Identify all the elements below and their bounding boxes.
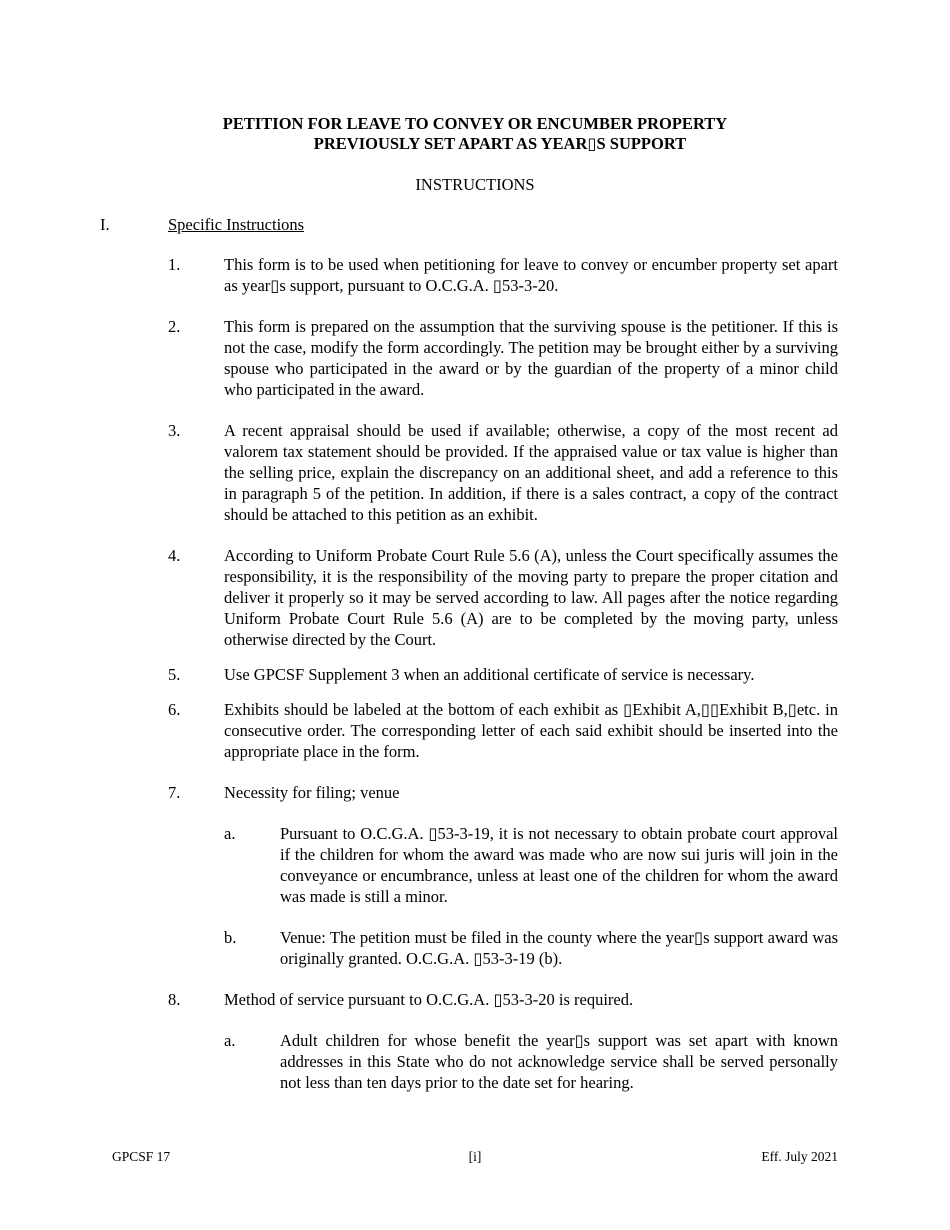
item-text: This form is prepared on the assumption that the surviving spouse is the petitioner. If this is not the case, modify the form accordingly. The petition may be brought either by a surviving spouse who participated in the award or by the guardian of the property of a minor child who participated in the award. [224,317,838,399]
list-item [168,699,838,762]
item-number: 4. [168,546,181,565]
sub-item [224,823,838,907]
sub-item-letter: b. [224,928,237,947]
item-text: This form is to be used when petitioning for leave to convey or encumber property set apart as year▯s support, pursuant to O.C.G.A. ▯53-3-20. [224,255,838,295]
list-item [168,545,838,650]
item-text: A recent appraisal should be used if available; otherwise, a copy of the most recent ad valorem tax statement should be provided. If the appraised value or tax value is higher than the selling price, explain the discrepancy on an additional sheet, and add a reference to this in paragraph 5 of the petition. In addition, if there is a sales contract, a copy of the contract should be attached to this petition as an exhibit. [224,421,838,524]
list-item [168,254,838,296]
form-number: GPCSF 17 [112,1149,171,1164]
effective-date: Eff. July 2021 [761,1149,838,1164]
item-text: Method of service pursuant to O.C.G.A. ▯53-3-20 is required. [224,990,634,1009]
list-item [168,989,838,1010]
title-line-2: PREVIOUSLY SET APART AS YEAR▯S SUPPORT [313,134,687,153]
item-number: 5. [168,665,181,684]
item-number: 7. [168,783,181,802]
sub-item-letter: a. [224,1031,236,1050]
instructions-heading: INSTRUCTIONS [415,175,535,194]
item-text: Necessity for filing; venue [224,783,400,802]
list-item [168,316,838,400]
item-number: 1. [168,255,181,274]
sub-item-letter: a. [224,824,236,843]
list-item [168,782,838,803]
sub-list [168,1030,838,1093]
item-number: 3. [168,421,181,440]
item-number: 8. [168,990,181,1009]
item-text: According to Uniform Probate Court Rule 5.6 (A), unless the Court specifically assumes the responsibility, it is the responsibility of the moving party to prepare the proper citation and deliver it properly so it may be served according to law. All pages after the notice regarding Uniform Probate Court Rule 5.6 (A) are to be completed by the moving party, unless otherwise directed by the Court. [224,546,838,649]
sub-item-text: Venue: The petition must be filed in the county where the year▯s support award was originally granted. O.C.G.A. ▯53-3-19 (b). [280,928,838,968]
sub-item-text: Adult children for whose benefit the year▯s support was set apart with known addresses in this State who do not acknowledge service shall be served personally not less than ten days prior to the date set for hearing. [280,1031,838,1092]
item-text: Exhibits should be labeled at the bottom of each exhibit as ▯Exhibit A,▯▯Exhibit B,▯etc. in consecutive order. The corresponding letter of each said exhibit should be inserted into the appropriate place in the form. [224,700,838,761]
list-item [168,664,838,685]
section-number: I. [100,215,110,234]
sub-item [224,927,838,969]
page-number: [i] [468,1149,482,1164]
instruction-list [168,254,838,1093]
document-title [110,114,840,154]
item-number: 6. [168,700,181,719]
list-item [168,420,838,525]
sub-item-text: Pursuant to O.C.G.A. ▯53-3-19, it is not necessary to obtain probate court approval if the children for whom the award was made who are now sui juris will join in the conveyance or encumbrance, unless at least one of the children for whom the award was made is still a minor. [280,824,838,906]
section-title: Specific Instructions [168,215,305,234]
sub-list [168,823,838,969]
item-text: Use GPCSF Supplement 3 when an additional certificate of service is necessary. [224,665,755,684]
item-number: 2. [168,317,181,336]
title-line-1: PETITION FOR LEAVE TO CONVEY OR ENCUMBER PROPERTY [222,114,728,133]
sub-item [224,1030,838,1093]
